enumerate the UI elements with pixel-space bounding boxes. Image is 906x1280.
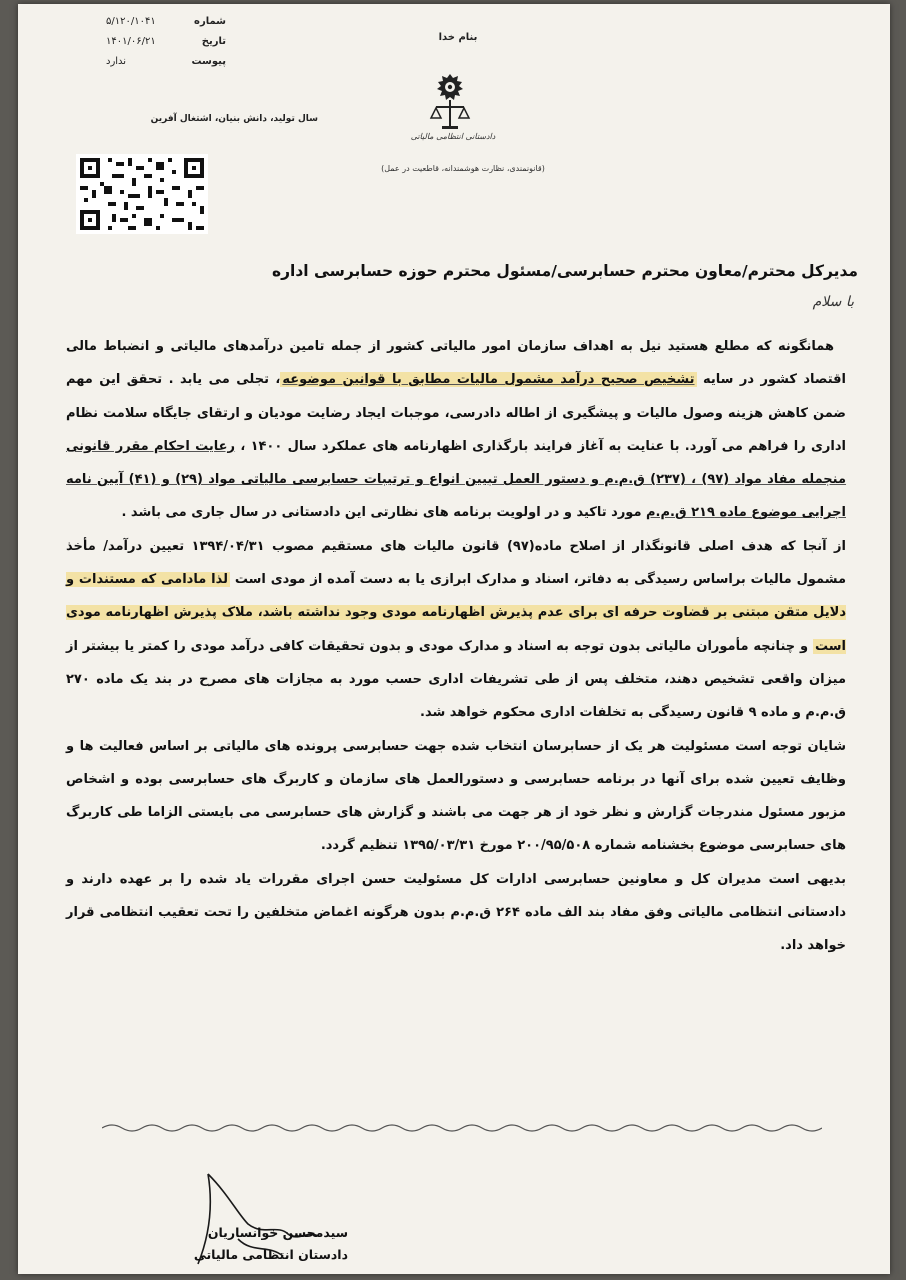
bismillah-heading: بنام خدا xyxy=(438,32,478,43)
paragraph-2: از آنجا که هدف اصلی قانونگذار از اصلاح ماده(۹۷) قانون مالیات های مستقیم مصوب ۱۳۹۴/۰۴/۳۱ تعیین درآمد/ مأخذ مشمول مالیات براساس رسیدگی به دفاتر، اسناد و مدارک ابرازی یا به دست آمده از مودی است لذا مادامی که مستندات و دلایل متقن مبتنی بر قضاوت حرفه ای برای عدم پذیرش اظهارنامه مودی وجود نداشته باشد، ملاک پذیرش اظهارنامه مودی است و چنانچه مأموران مالیاتی بدون توجه به اسناد و مدارک مودی و بدون تحقیقات کافی درآمد مودی را کمتر یا بیشتر از میزان واقعی تشخیص دهند، متخلف پس از طی تشریفات اداری حسب مورد به مجازات های مصرح در بند یک ماده ۲۷۰ ق.م.م و ماده ۹ قانون رسیدگی به تخلفات اداری محکوم خواهد شد. xyxy=(66,538,847,721)
meta-attachment: پیوست ندارد xyxy=(106,56,226,67)
year-slogan: سال تولید، دانش بنیان، اشتغال آفرین xyxy=(150,114,318,124)
meta-date: تاریخ ۱۴۰۱/۰۶/۲۱ xyxy=(106,36,226,47)
signer-block xyxy=(148,1222,348,1266)
letter-addressee: مدیرکل محترم/معاون محترم حسابرسی/مسئول محترم حوزه حسابرسی اداره xyxy=(271,262,858,280)
scales-of-justice-icon xyxy=(422,70,478,136)
signer-name: سیدمحسن خوانساریان xyxy=(207,1225,348,1240)
letter-meta xyxy=(106,12,226,72)
letter-page xyxy=(18,4,890,1274)
letter-body xyxy=(66,330,846,963)
signer-title: دادستان انتظامی مالیاتی xyxy=(193,1247,348,1262)
letter-salutation: با سلام xyxy=(812,294,854,310)
highlighted-phrase: تشخیص صحیح درآمد مشمول مالیات مطابق با قوانین موضوعه xyxy=(282,372,695,388)
meta-number: شماره ۵/۱۲۰/۱۰۴۱ xyxy=(106,16,226,27)
organization-motto: (قانونمندی، نظارت هوشمندانه، قاطعیت در عمل) xyxy=(381,164,545,173)
underlined-phrase: رعایت احکام مقرر قانونی منجمله مفاد مواد (۹۷) ، (۲۳۷) ق.م.م و دستور العمل تبیین انواع و ترتیبات حسابرسی مالیاتی مواد (۲۹) و (۴۱) آیین نامه اجرایی موضوع ماده ۲۱۹ ق.م.م xyxy=(66,438,847,521)
qr-code-icon xyxy=(76,154,208,234)
handwritten-underline xyxy=(102,1122,822,1134)
paragraph-3: شایان توجه است مسئولیت هر یک از حسابرسان انتخاب شده جهت حسابرسی پرونده های مالیاتی بر اساس فعالیت ها و وظایف تعیین شده برای آنها در برنامه حسابرسی و دستورالعمل های سازمان و کاربرگ های حسابرسی بوده و اشخاص مزبور مسئول مندرجات گزارش و نظر خود از هر جهت می باشند و گزارش های حسابرسی می بایستی الزاما طی کاربرگ های حسابرسی موضوع بخشنامه شماره ۲۰۰/۹۵/۵۰۸ مورخ ۱۳۹۵/۰۳/۳۱ تنظیم گردد. xyxy=(66,738,846,854)
highlighted-clause: لذا مادامی که مستندات و دلایل متقن مبتنی بر قضاوت حرفه ای برای عدم پذیرش اظهارنامه مودی وجود نداشته باشد، ملاک پذیرش اظهارنامه مودی است xyxy=(66,572,846,654)
paragraph-1: همانگونه که مطلع هستید نیل به اهداف سازمان امور مالیاتی کشور از جمله تامین درآمدهای مالیاتی و انضباط مالی اقتصاد کشور در سایه تشخیص صحیح درآمد مشمول مالیات مطابق با قوانین موضوعه، تجلی می یابد . تحقق این مهم ضمن کاهش هزینه وصول مالیات و پیشگیری از اطاله دادرسی، موجبات ایجاد رضایت مودیان و ارتقای جایگاه سلامت نظام اداری را فراهم می آورد. با عنایت به آغاز فرایند بارگذاری اظهارنامه های عملکرد سال ۱۴۰۰ ، رعایت احکام مقرر قانونی منجمله مفاد مواد (۹۷) ، (۲۳۷) ق.م.م و دستور العمل تبیین انواع و ترتیبات حسابرسی مالیاتی مواد (۲۹) و (۴۱) آیین نامه اجرایی موضوع ماده ۲۱۹ ق.م.م مورد تاکید و در اولویت برنامه های نظارتی این دادستانی در سال جاری می باشد . xyxy=(66,339,847,521)
organization-name: دادستانی انتظامی مالیاتی xyxy=(410,132,496,141)
paragraph-4: بدیهی است مدیران کل و معاونین حسابرسی ادارات کل مسئولیت حسن اجرای مقررات یاد شده را بر عهده دارند و دادستانی انتظامی مالیاتی وفق مفاد بند الف ماده ۲۶۴ ق.م.م بدون هرگونه اغماض متخلفین را تحت تعقیب انتظامی قرار خواهد داد. xyxy=(66,871,847,954)
